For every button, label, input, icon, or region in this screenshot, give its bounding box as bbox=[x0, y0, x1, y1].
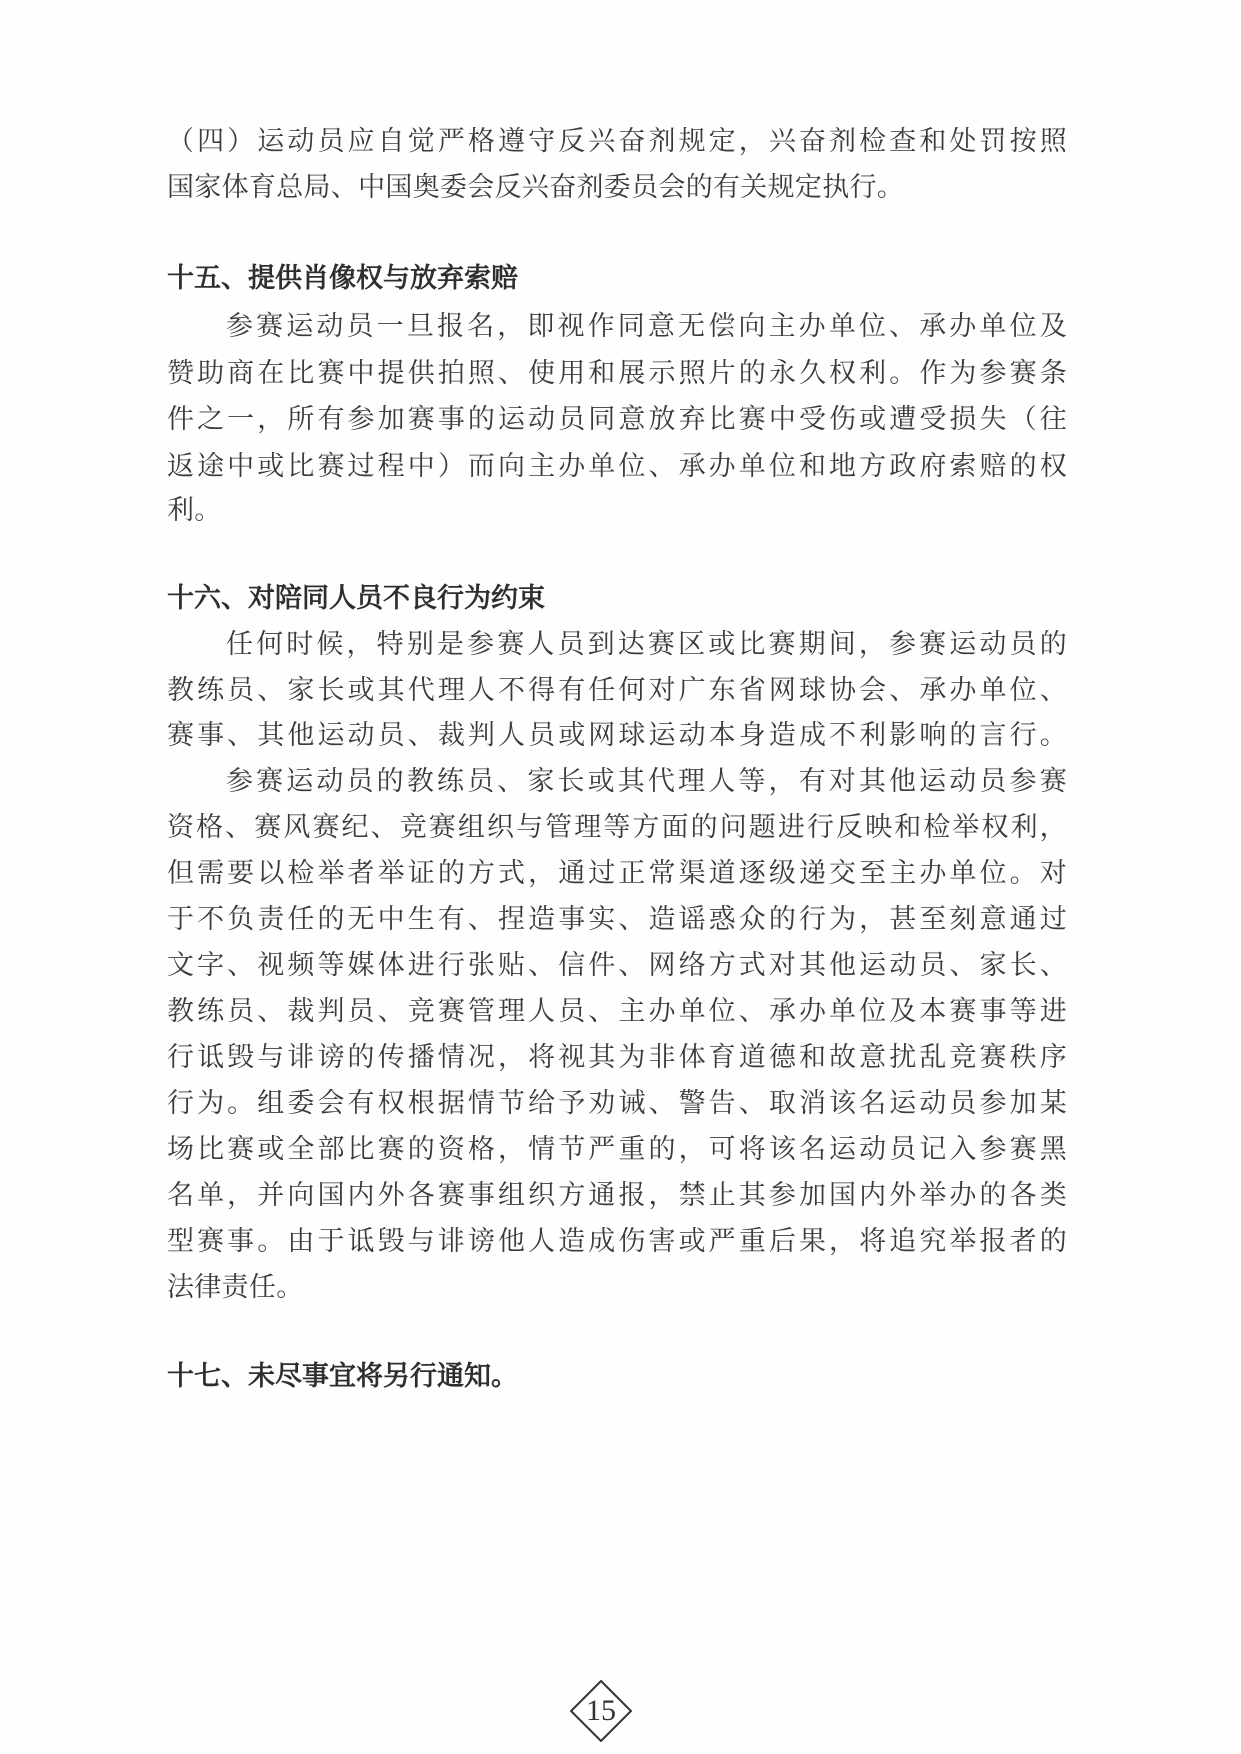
section16-para1-line-2: 教练员、家长或其代理人不得有任何对广东省网球协会、承办单位、 bbox=[167, 675, 1067, 706]
section15-line-4: 返途中或比赛过程中）而向主办单位、承办单位和地方政府索赔的权 bbox=[167, 451, 1067, 482]
section16-para2-line-10: 名单，并向国内外各赛事组织方通报，禁止其参加国内外举办的各类 bbox=[167, 1180, 1067, 1211]
section16-para1-line-3: 赛事、其他运动员、裁判人员或网球运动本身造成不利影响的言行。 bbox=[167, 720, 1067, 751]
section16-para2-line-6: 教练员、裁判员、竞赛管理人员、主办单位、承办单位及本赛事等进 bbox=[167, 996, 1067, 1027]
section15-line-5: 利。 bbox=[167, 495, 222, 526]
section4-line-2: 国家体育总局、中国奥委会反兴奋剂委员会的有关规定执行。 bbox=[167, 172, 905, 203]
section16-para2-line-5: 文字、视频等媒体进行张贴、信件、网络方式对其他运动员、家长、 bbox=[167, 950, 1067, 981]
section17-heading: 十七、未尽事宜将另行通知。 bbox=[167, 1361, 518, 1392]
section4-line-1: （四）运动员应自觉严格遵守反兴奋剂规定，兴奋剂检查和处罚按照 bbox=[167, 126, 1067, 157]
page-number bbox=[570, 1680, 632, 1742]
section16-heading: 十六、对陪同人员不良行为约束 bbox=[167, 583, 545, 614]
section16-para2-line-11: 型赛事。由于诋毁与诽谤他人造成伤害或严重后果，将追究举报者的 bbox=[167, 1226, 1067, 1257]
section16-para2-line-1: 参赛运动员的教练员、家长或其代理人等，有对其他运动员参赛 bbox=[226, 766, 1067, 797]
section16-para2-line-4: 于不负责任的无中生有、捏造事实、造谣惑众的行为，甚至刻意通过 bbox=[167, 904, 1067, 935]
page-number-text: 15 bbox=[586, 1694, 616, 1727]
section16-para2-line-12: 法律责任。 bbox=[167, 1272, 304, 1303]
section16-para2-line-7: 行诋毁与诽谤的传播情况，将视其为非体育道德和故意扰乱竞赛秩序 bbox=[167, 1042, 1067, 1073]
section16-para1-line-1: 任何时候，特别是参赛人员到达赛区或比赛期间，参赛运动员的 bbox=[226, 629, 1067, 660]
section15-line-3: 件之一，所有参加赛事的运动员同意放弃比赛中受伤或遭受损失（往 bbox=[167, 404, 1067, 435]
section15-line-1: 参赛运动员一旦报名，即视作同意无偿向主办单位、承办单位及 bbox=[226, 311, 1067, 342]
section16-para2-line-9: 场比赛或全部比赛的资格，情节严重的，可将该名运动员记入参赛黑 bbox=[167, 1134, 1067, 1165]
section16-para2-line-3: 但需要以检举者举证的方式，通过正常渠道逐级递交至主办单位。对 bbox=[167, 858, 1067, 889]
section16-para2-line-2: 资格、赛风赛纪、竞赛组织与管理等方面的问题进行反映和检举权利， bbox=[167, 812, 1067, 843]
section16-para2-line-8: 行为。组委会有权根据情节给予劝诫、警告、取消该名运动员参加某 bbox=[167, 1088, 1067, 1119]
section15-line-2: 赞助商在比赛中提供拍照、使用和展示照片的永久权利。作为参赛条 bbox=[167, 358, 1067, 389]
section15-heading: 十五、提供肖像权与放弃索赔 bbox=[167, 263, 518, 294]
